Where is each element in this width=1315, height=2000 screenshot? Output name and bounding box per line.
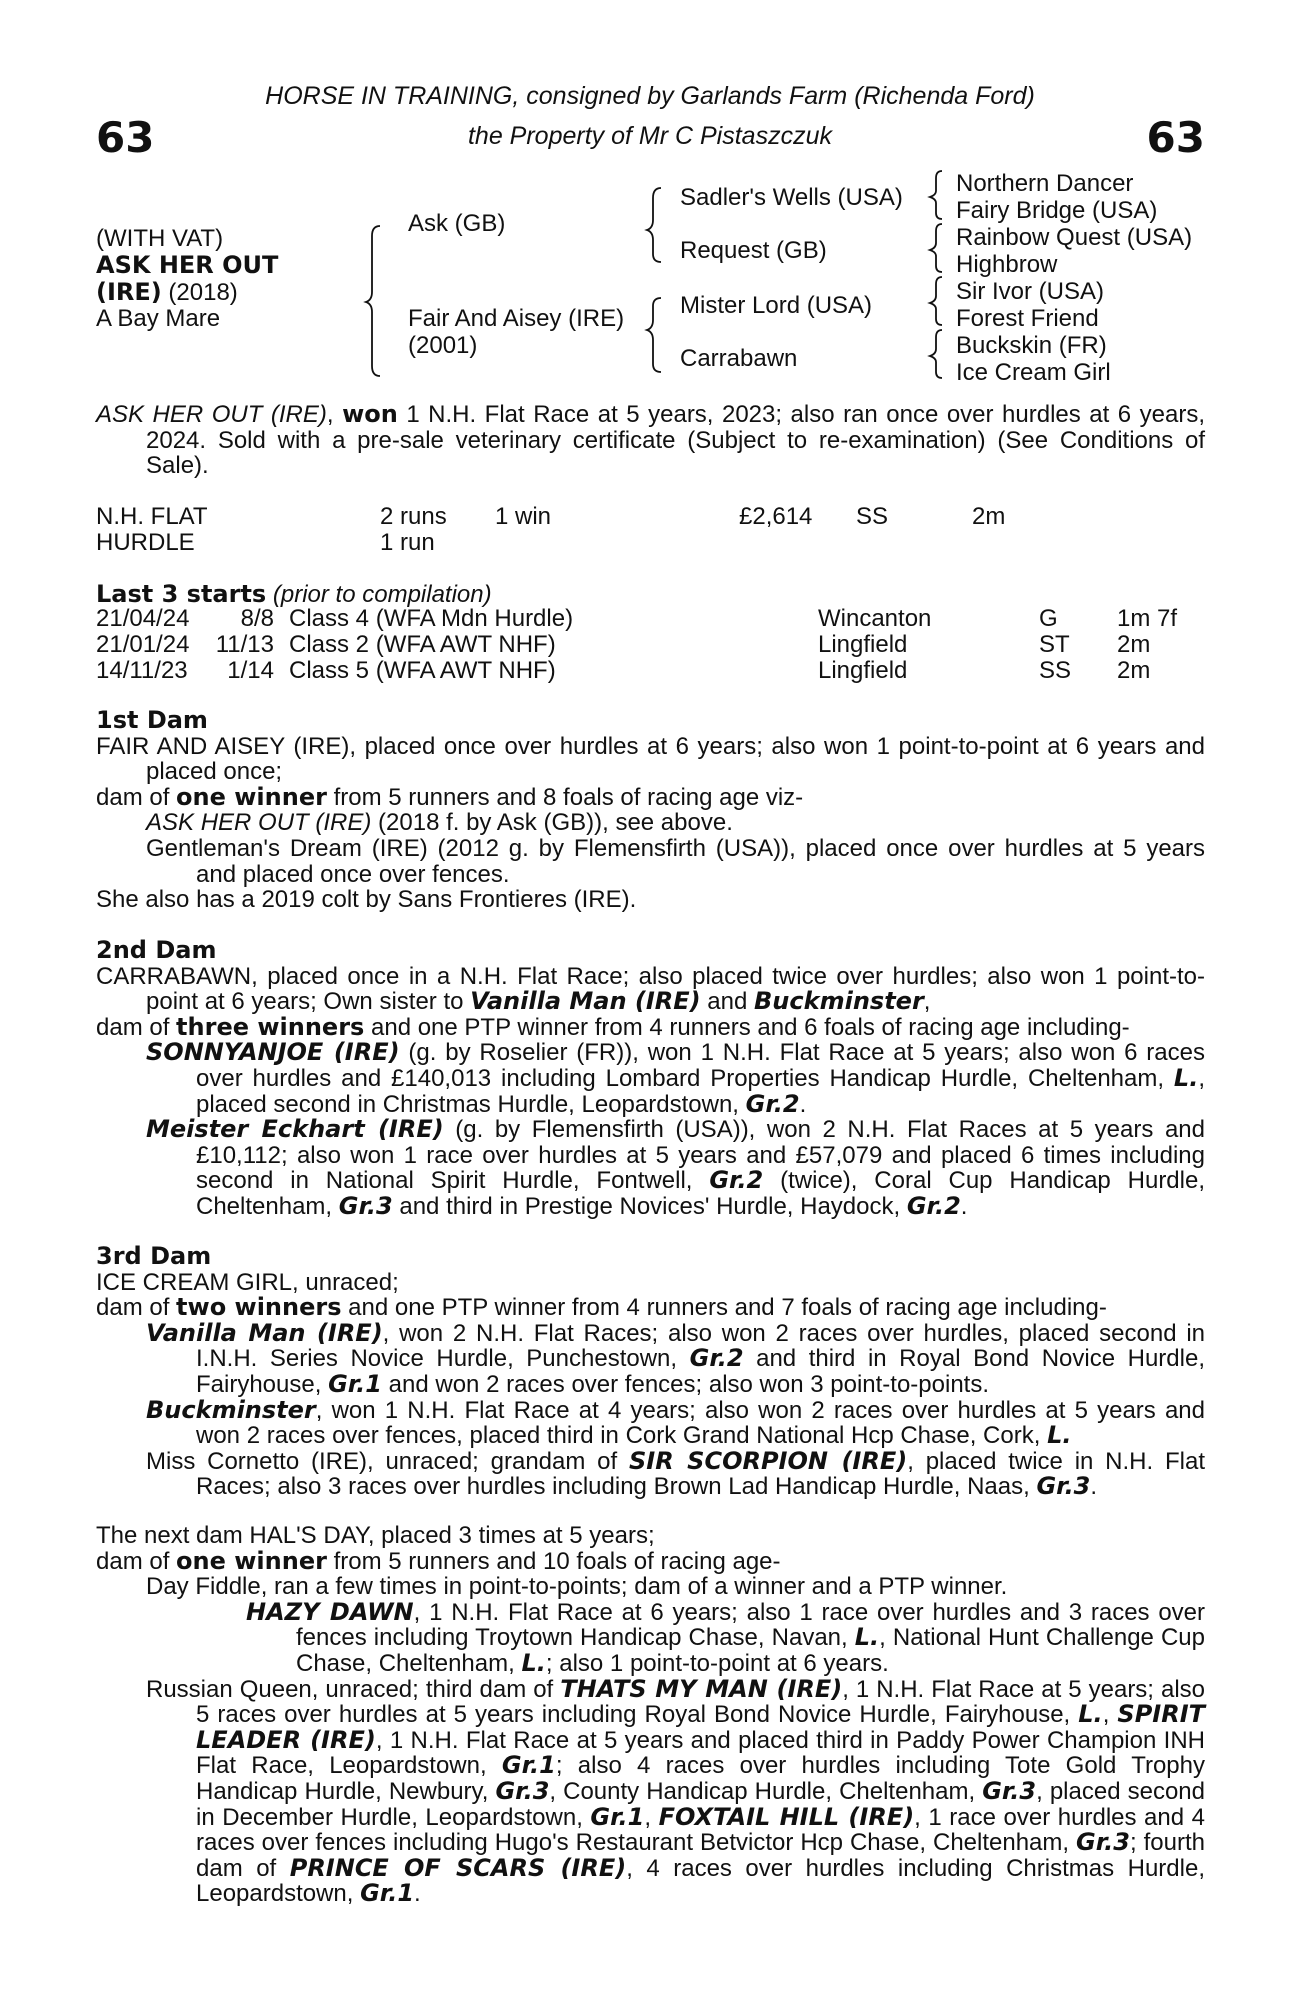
header-property: the Property of Mr C Pistaszczuk (467, 122, 832, 150)
horse-description: A Bay Mare (96, 305, 221, 332)
pedigree-g-2: Fairy Bridge (USA) (956, 197, 1158, 224)
first-dam-heading: 1st Dam (96, 706, 208, 734)
horse-name: ASK HER OUT (96, 251, 279, 279)
pedigree-sire: Ask (GB) (408, 210, 506, 237)
pedigree-g-1: Northern Dancer (956, 170, 1134, 197)
horse-name-suffix: (IRE) (2018) (96, 278, 238, 306)
pedigree-dam-sire: Mister Lord (USA) (680, 292, 873, 319)
pedigree-g-5: Sir Ivor (USA) (956, 278, 1105, 305)
pedigree-g-6: Forest Friend (956, 305, 1099, 332)
second-dam-heading: 2nd Dam (96, 936, 217, 964)
lot-number-left: 63 (96, 113, 155, 162)
pedigree-g-8: Ice Cream Girl (956, 359, 1111, 386)
pedigree-dam-year: (2001) (408, 332, 478, 359)
first-dam-section: 1st Dam FAIR AND AISEY (IRE), placed once over hurdles at 6 years; also won 1 point-to-point at 6 years and placed once; dam of one winner from 5 runners and 8 foals of racing age viz- ASK HER OUT (IRE) (2018 f. by Ask (GB)), see above. Gentleman's Dream (IRE) (2012 g. by Flemensfirth (USA)), placed once over hurdles at 5 years and placed once over fences. She also has a 2019 colt by Sans Frontieres (IRE). (96, 706, 1205, 914)
second-dam-section: 2nd Dam CARRABAWN, placed once in a N.H. Flat Race; also placed twice over hurdles; also won 1 point-to-point at 6 years; Own sister to Vanilla Man (IRE) and Buckminster, dam of three winners and one PTP winner from 4 runners and 6 foals of racing age including- SONNYANJOE (IRE) (g. by Roselier (FR)), won 1 N.H. Flat Race at 5 years; also won 6 races over hurdles and £140,013 including Lombard Properties Handicap Hurdle, Cheltenham, L., placed second in Christmas Hurdle, Leopardstown, Gr.2. Meister Eckhart (IRE) (g. by Flemensfirth (USA)), won 2 N.H. Flat Races at 5 years and £10,112; also won 1 race over hurdles at 5 years and £57,079 and placed 6 times including second in National Spirit Hurdle, Fontwell, Gr.2 (twice), Coral Cup Handicap Hurdle, Cheltenham, Gr.3 and third in Prestige Novices' Hurdle, Haydock, Gr.2. (96, 936, 1206, 1220)
header-consignor: HORSE IN TRAINING, consigned by Garlands Farm (Richenda Ford) (265, 82, 1035, 110)
vat-note: (WITH VAT) (96, 225, 224, 252)
pedigree-g-7: Buckskin (FR) (956, 332, 1107, 359)
pedigree-g-3: Rainbow Quest (USA) (956, 224, 1193, 251)
pedigree-sire-dam: Request (GB) (680, 237, 827, 264)
third-dam-heading: 3rd Dam (96, 1242, 212, 1270)
last-starts-heading: Last 3 starts (prior to compilation) (96, 580, 492, 608)
third-dam-section: 3rd Dam ICE CREAM GIRL, unraced; dam of two winners and one PTP winner from 4 runners and 7 foals of racing age including- Vanilla Man (IRE), won 2 N.H. Flat Races; also won 2 races over hurdles, placed second in I.N.H. Series Novice Hurdle, Punchestown, Gr.2 and third in Royal Bond Novice Hurdle, Fairyhouse, Gr.1 and won 2 races over fences; also won 3 point-to-points. Buckminster, won 1 N.H. Flat Race at 4 years; also won 2 races over hurdles at 5 years and won 2 races over fences, placed third in Cork Grand National Hcp Chase, Cork, L. Miss Cornetto (IRE), unraced; grandam of SIR SCORPION (IRE), placed twice in N.H. Flat Races; also 3 races over hurdles including Brown Lad Handicap Hurdle, Naas, Gr.3. (96, 1242, 1205, 1501)
lot-number-right: 63 (1146, 113, 1205, 162)
race-summary: ASK HER OUT (IRE), won 1 N.H. Flat Race at 5 years, 2023; also ran once over hurdles at 6 years, 2024. Sold with a pre-sale veterinary certificate (Subject to re-examination) (See Conditions of Sale). (96, 400, 1205, 480)
pedigree-g-4: Highbrow (956, 251, 1058, 278)
pedigree-dam-dam: Carrabawn (680, 345, 798, 372)
pedigree-dam: Fair And Aisey (IRE) (408, 305, 625, 332)
next-dam-section: The next dam HAL'S DAY, placed 3 times at 5 years; dam of one winner from 5 runners and 10 foals of racing age- Day Fiddle, ran a few times in point-to-points; dam of a winner and a PTP winner. HAZY DAWN, 1 N.H. Flat Race at 6 years; also 1 race over hurdles and 3 races over fences including Troytown Handicap Chase, Navan, L., National Hunt Challenge Cup Chase, Cheltenham, L.; also 1 point-to-point at 6 years. Russian Queen, unraced; third dam of THATS MY MAN (IRE), 1 N.H. Flat Race at 5 years; also 5 races over hurdles at 5 years including Royal Bond Novice Hurdle, Fairyhouse, L., SPIRIT LEADER (IRE), 1 N.H. Flat Race at 5 years and placed third in Paddy Power Champion INH Flat Race, Leopardstown, Gr.1; also 4 races over hurdles including Tote Gold Trophy Handicap Hurdle, Newbury, Gr.3, County Handicap Hurdle, Cheltenham, Gr.3, placed second in December Hurdle, Leopardstown, Gr.1, FOXTAIL HILL (IRE), 1 race over hurdles and 4 races over fences including Hugo's Restaurant Betvictor Hcp Chase, Cheltenham, Gr.3; fourth dam of PRINCE OF SCARS (IRE), 4 races over hurdles including Christmas Hurdle, Leopardstown, Gr.1. (96, 1522, 1206, 1908)
pedigree-sire-sire: Sadler's Wells (USA) (680, 184, 903, 211)
